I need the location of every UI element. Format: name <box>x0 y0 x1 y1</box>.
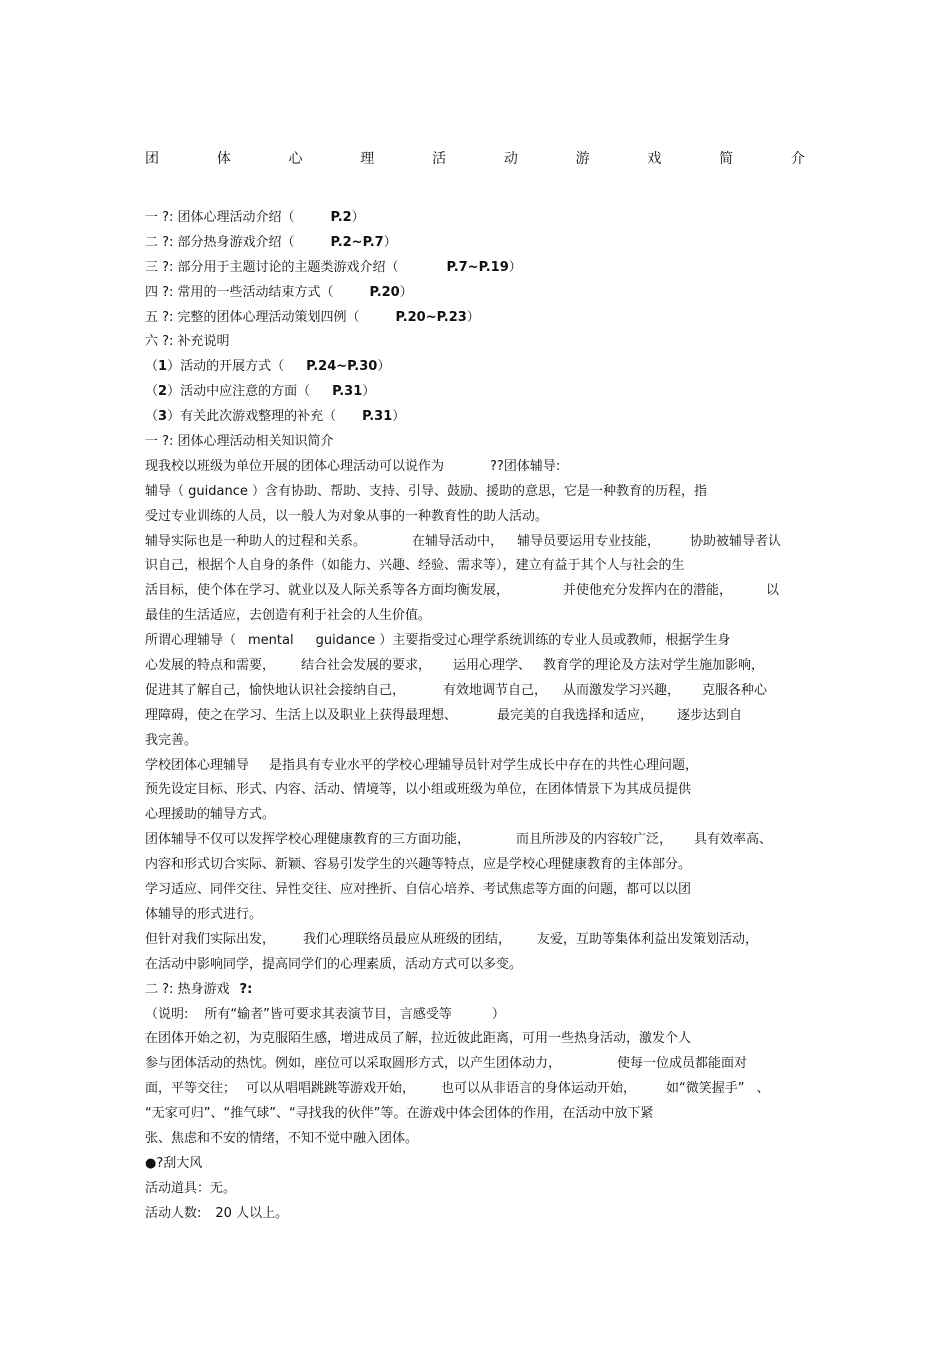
bold-text: P.31 <box>362 409 393 425</box>
bold-text: P.31 <box>332 384 363 400</box>
text-segment: 辅导实际也是一种助人的过程和关系。 <box>145 533 367 549</box>
bold-text: P.2 <box>330 210 352 225</box>
document-title <box>145 148 805 168</box>
bold-text: P.7~P.19 <box>446 259 509 275</box>
text-segment: 二 ?: 部分热身游戏介绍（ <box>145 234 295 250</box>
title-char: 活 <box>432 151 447 167</box>
text-segment: 学习适应、同伴交往、异性交往、应对挫折、自信心培养、考试焦虑等方面的问题，都可以以团 <box>145 882 692 898</box>
text-segment: 有效地调节自己， <box>443 682 548 698</box>
title-char: 理 <box>360 151 375 167</box>
bold-text: 3 <box>158 409 168 425</box>
text-segment: 20 人以上。 <box>215 1205 289 1221</box>
text-line <box>145 903 810 928</box>
bold-text: 1 <box>158 359 168 375</box>
text-segment: 而且所涉及的内容较广泛， <box>516 832 673 848</box>
text-segment: （ <box>145 384 159 400</box>
text-line <box>145 629 810 654</box>
text-line <box>145 1003 810 1028</box>
text-segment: ） <box>508 259 522 275</box>
text-segment: 内容和形式切合实际、新颖、容易引发学生的兴趣等特点，应是学校心理健康教育的主体部分。 <box>145 857 692 873</box>
title-char: 团 <box>145 151 159 167</box>
text-segment: ） <box>377 359 391 375</box>
text-segment: 我们心理联络员最应从班级的团结， <box>303 931 512 947</box>
text-segment: 识自己，根据个人自身的条件（如能力、兴趣、经验、需求等），建立有益于其个人与社会的生 <box>145 558 685 574</box>
text-segment: 一 ?: 团体心理活动介绍（ <box>145 210 295 225</box>
text-segment: 辅导（ guidance ）含有协助、帮助、支持、引导、鼓励、援助的意思，它是一种教育的历程，指 <box>145 483 707 499</box>
text-line <box>145 1027 810 1052</box>
text-line <box>145 1077 810 1102</box>
text-line <box>145 803 810 828</box>
title-char: 心 <box>288 151 303 167</box>
text-line <box>145 878 810 903</box>
text-line <box>145 654 810 679</box>
text-segment: ）活动的开展方式（ <box>167 359 285 375</box>
text-line <box>145 505 810 530</box>
title-char: 介 <box>790 151 805 167</box>
bold-text: ?: <box>239 981 253 997</box>
text-segment: ） <box>383 234 397 250</box>
text-segment: mental <box>248 633 294 649</box>
text-segment: 可以从唱唱跳跳等游戏开始， <box>246 1081 416 1097</box>
text-line <box>145 1102 810 1127</box>
text-segment: “无家可归”、“推气球”、“寻找我的伙伴”等。在游戏中体会团体的作用，在活动中放下紧 <box>145 1106 654 1122</box>
text-segment: 活目标，使个体在学习、就业以及人际关系等各方面均衡发展， <box>145 583 510 599</box>
text-segment: 参与团体活动的热忱。例如，座位可以采取圆形方式，以产生团体动力， <box>145 1056 562 1072</box>
text-line <box>145 953 810 978</box>
bold-text: P.24~P.30 <box>306 359 378 375</box>
text-segment: 在活动中影响同学，提高同学们的心理素质，活动方式可以多变。 <box>145 956 523 972</box>
text-segment: 受过专业训练的人员，以一般人为对象从事的一种教育性的助人活动。 <box>145 508 549 524</box>
bold-text: P.20~P.23 <box>395 309 467 325</box>
text-segment: 心发展的特点和需要， <box>145 658 276 674</box>
title-char: 游 <box>575 151 590 167</box>
text-segment: ） <box>351 210 365 225</box>
document-body <box>145 206 810 1227</box>
text-segment: 六 ?: 补充说明 <box>145 334 230 350</box>
text-line <box>145 430 810 455</box>
text-segment: 但针对我们实际出发， <box>145 931 276 947</box>
text-line <box>145 306 810 331</box>
text-line <box>145 778 810 803</box>
text-line <box>145 256 810 281</box>
text-line <box>145 729 810 754</box>
text-segment: 张、焦虑和不安的情绪，不知不觉中融入团体。 <box>145 1130 419 1146</box>
text-line <box>145 579 810 604</box>
text-segment: ） <box>362 384 376 400</box>
text-segment: 五 ?: 完整的团体心理活动策划四例（ <box>145 309 360 325</box>
text-line <box>145 604 810 629</box>
text-segment: 友爱，互助等集体利益出发策划活动， <box>537 931 759 947</box>
text-line <box>145 928 810 953</box>
text-segment: 在团体开始之初，为克服陌生感，增进成员了解，拉近彼此距离，可用一些热身活动，激发个人 <box>145 1031 692 1047</box>
text-segment: 促进其了解自己，愉快地认识社会接纳自己， <box>145 682 406 698</box>
text-line <box>145 1127 810 1152</box>
text-segment: 活动道具：无。 <box>145 1180 237 1196</box>
text-line <box>145 1052 810 1077</box>
text-line <box>145 978 810 1003</box>
text-segment: 预先设定目标、形式、内容、活动、情境等，以小组或班级为单位，在团体情景下为其成员提供 <box>145 782 692 798</box>
text-segment: ） <box>491 1006 505 1022</box>
text-segment: 结合社会发展的要求， <box>301 658 432 674</box>
text-segment: 面，平等交往； <box>145 1081 237 1097</box>
text-line <box>145 480 810 505</box>
text-segment: 体辅导的形式进行。 <box>145 906 263 922</box>
text-segment: guidance ）主要指受过心理学系统训练的专业人员或教师，根据学生身 <box>315 633 731 649</box>
text-segment: 二 ?: 热身游戏 <box>145 981 230 997</box>
text-segment: 三 ?: 部分用于主题讨论的主题类游戏介绍（ <box>145 259 399 275</box>
text-segment: 从而激发学习兴趣， <box>563 682 681 698</box>
text-segment: 现我校以班级为单位开展的团体心理活动可以说作为 <box>145 458 445 474</box>
text-line <box>145 231 810 256</box>
title-char: 简 <box>719 151 734 167</box>
text-segment: 理障碍，使之在学习、生活上以及职业上获得最理想、 <box>145 707 458 723</box>
text-segment: 逐步达到自 <box>677 707 743 723</box>
text-segment: 、 <box>756 1081 770 1097</box>
text-segment: ）活动中应注意的方面（ <box>167 384 311 400</box>
text-segment: 在辅导活动中， <box>412 533 504 549</box>
text-segment: 所谓心理辅导（ <box>145 633 237 649</box>
text-line <box>145 405 810 430</box>
text-segment: 运用心理学、 <box>453 658 532 674</box>
title-char: 动 <box>503 151 518 167</box>
text-segment: ） <box>399 284 413 300</box>
text-segment: 四 ?: 常用的一些活动结束方式（ <box>145 284 334 300</box>
text-segment: 并使他充分发挥内在的潜能， <box>563 583 733 599</box>
title-char: 体 <box>216 151 231 167</box>
text-segment: 协助被辅导者认 <box>690 533 782 549</box>
text-segment: ）有关此次游戏整理的补充（ <box>167 409 337 425</box>
text-line <box>145 853 810 878</box>
text-line <box>145 206 810 231</box>
text-segment: 最完美的自我选择和适应， <box>497 707 654 723</box>
text-line <box>145 355 810 380</box>
text-segment: 我完善。 <box>145 732 198 748</box>
bold-text: P.2~P.7 <box>330 234 384 250</box>
text-segment: ） <box>466 309 480 325</box>
text-segment: 是指具有专业水平的学校心理辅导员针对学生成长中存在的共性心理问题， <box>269 757 699 773</box>
text-segment: 如“微笑握手” <box>666 1081 745 1097</box>
text-segment: 也可以从非语言的身体运动开始， <box>441 1081 637 1097</box>
text-segment: 使每一位成员都能面对 <box>617 1056 748 1072</box>
text-segment: 心理援助的辅导方式。 <box>145 807 276 823</box>
text-line <box>145 704 810 729</box>
text-line <box>145 754 810 779</box>
bold-text: P.20 <box>369 284 400 300</box>
text-segment: 最佳的生活适应，去创造有利于社会的人生价值。 <box>145 608 432 624</box>
text-segment: （ <box>145 359 159 375</box>
text-segment: ） <box>392 409 406 425</box>
text-segment: 学校团体心理辅导 <box>145 757 250 773</box>
text-line <box>145 554 810 579</box>
bold-text: 2 <box>158 384 168 400</box>
text-line <box>145 330 810 355</box>
text-line <box>145 679 810 704</box>
text-line <box>145 1177 810 1202</box>
text-segment: （ <box>145 409 159 425</box>
text-line <box>145 380 810 405</box>
text-segment: 团体辅导不仅可以发挥学校心理健康教育的三方面功能， <box>145 832 471 848</box>
text-segment: 教育学的理论及方法对学生施加影响， <box>543 658 765 674</box>
title-char: 戏 <box>647 151 662 167</box>
text-segment: 所有“输者”皆可要求其表演节目，言感受等 <box>204 1006 452 1022</box>
text-line <box>145 828 810 853</box>
text-segment: 克服各种心 <box>702 682 768 698</box>
text-line <box>145 455 810 480</box>
text-line <box>145 530 810 555</box>
text-segment: ●?刮大风 <box>145 1155 203 1171</box>
text-line <box>145 1152 810 1177</box>
text-segment: （说明: <box>145 1006 189 1022</box>
text-line <box>145 281 810 306</box>
text-segment: 以 <box>766 583 780 599</box>
text-line <box>145 1202 810 1227</box>
text-segment: 活动人数: <box>145 1205 202 1221</box>
text-segment: 具有效率高、 <box>694 832 773 848</box>
text-segment: ??团体辅导: <box>490 458 561 474</box>
text-segment: 辅导员要运用专业技能， <box>517 533 661 549</box>
text-segment: 一 ?: 团体心理活动相关知识简介 <box>145 434 334 450</box>
